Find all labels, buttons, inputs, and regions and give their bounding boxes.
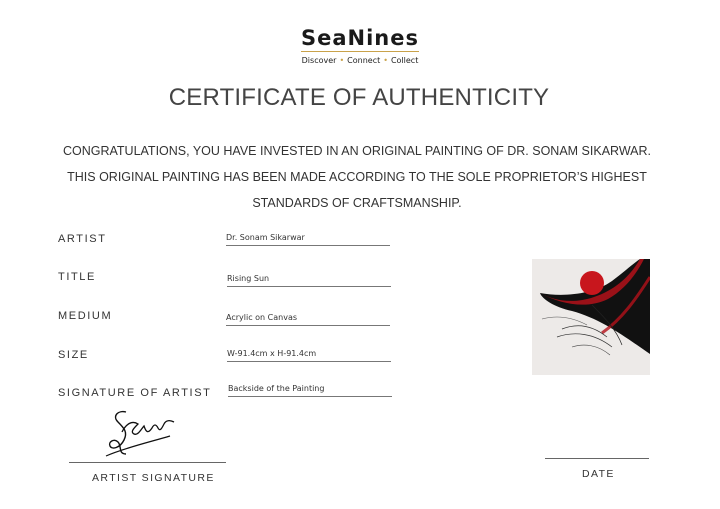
artist-signature-image <box>104 402 188 458</box>
date-line <box>545 458 649 459</box>
artist-signature-line <box>69 462 226 463</box>
field-label-size: SIZE <box>58 349 89 361</box>
field-value-artist: Dr. Sonam Sikarwar <box>226 233 390 246</box>
logo-divider <box>301 51 419 52</box>
date-label: DATE <box>582 468 615 480</box>
artist-signature-label: ARTIST SIGNATURE <box>92 472 215 484</box>
field-value-size: W-91.4cm x H-91.4cm <box>227 349 391 362</box>
brand-tagline <box>0 56 720 65</box>
field-label-title: TITLE <box>58 271 96 283</box>
field-value-medium: Acrylic on Canvas <box>226 313 390 326</box>
tagline-word: Connect <box>347 56 381 65</box>
brand-logo <box>0 26 720 50</box>
field-label-artist: ARTIST <box>58 233 107 245</box>
statement-line: STANDARDS OF CRAFTSMANSHIP. <box>252 196 462 210</box>
field-value-signature: Backside of the Painting <box>228 384 392 397</box>
tagline-word: Discover <box>301 56 337 65</box>
field-label-signature: SIGNATURE OF ARTIST <box>58 387 212 399</box>
field-label-medium: MEDIUM <box>58 310 113 322</box>
sun-circle <box>580 271 604 295</box>
tagline-dot-icon: • <box>383 56 388 65</box>
brand-name: SeaNines <box>300 26 419 50</box>
painting-image <box>532 259 650 375</box>
tagline-word: Collect <box>390 56 419 65</box>
statement-line: THIS ORIGINAL PAINTING HAS BEEN MADE ACCORDING TO THE SOLE PROPRIETOR’S HIGHEST <box>67 170 647 184</box>
field-value-title: Rising Sun <box>227 274 391 287</box>
statement-line: CONGRATULATIONS, YOU HAVE INVESTED IN AN ORIGINAL PAINTING OF DR. SONAM SIKARWAR. <box>62 144 652 158</box>
tagline-dot-icon: • <box>339 56 345 65</box>
certificate-title: CERTIFICATE OF AUTHENTICITY <box>168 84 550 111</box>
